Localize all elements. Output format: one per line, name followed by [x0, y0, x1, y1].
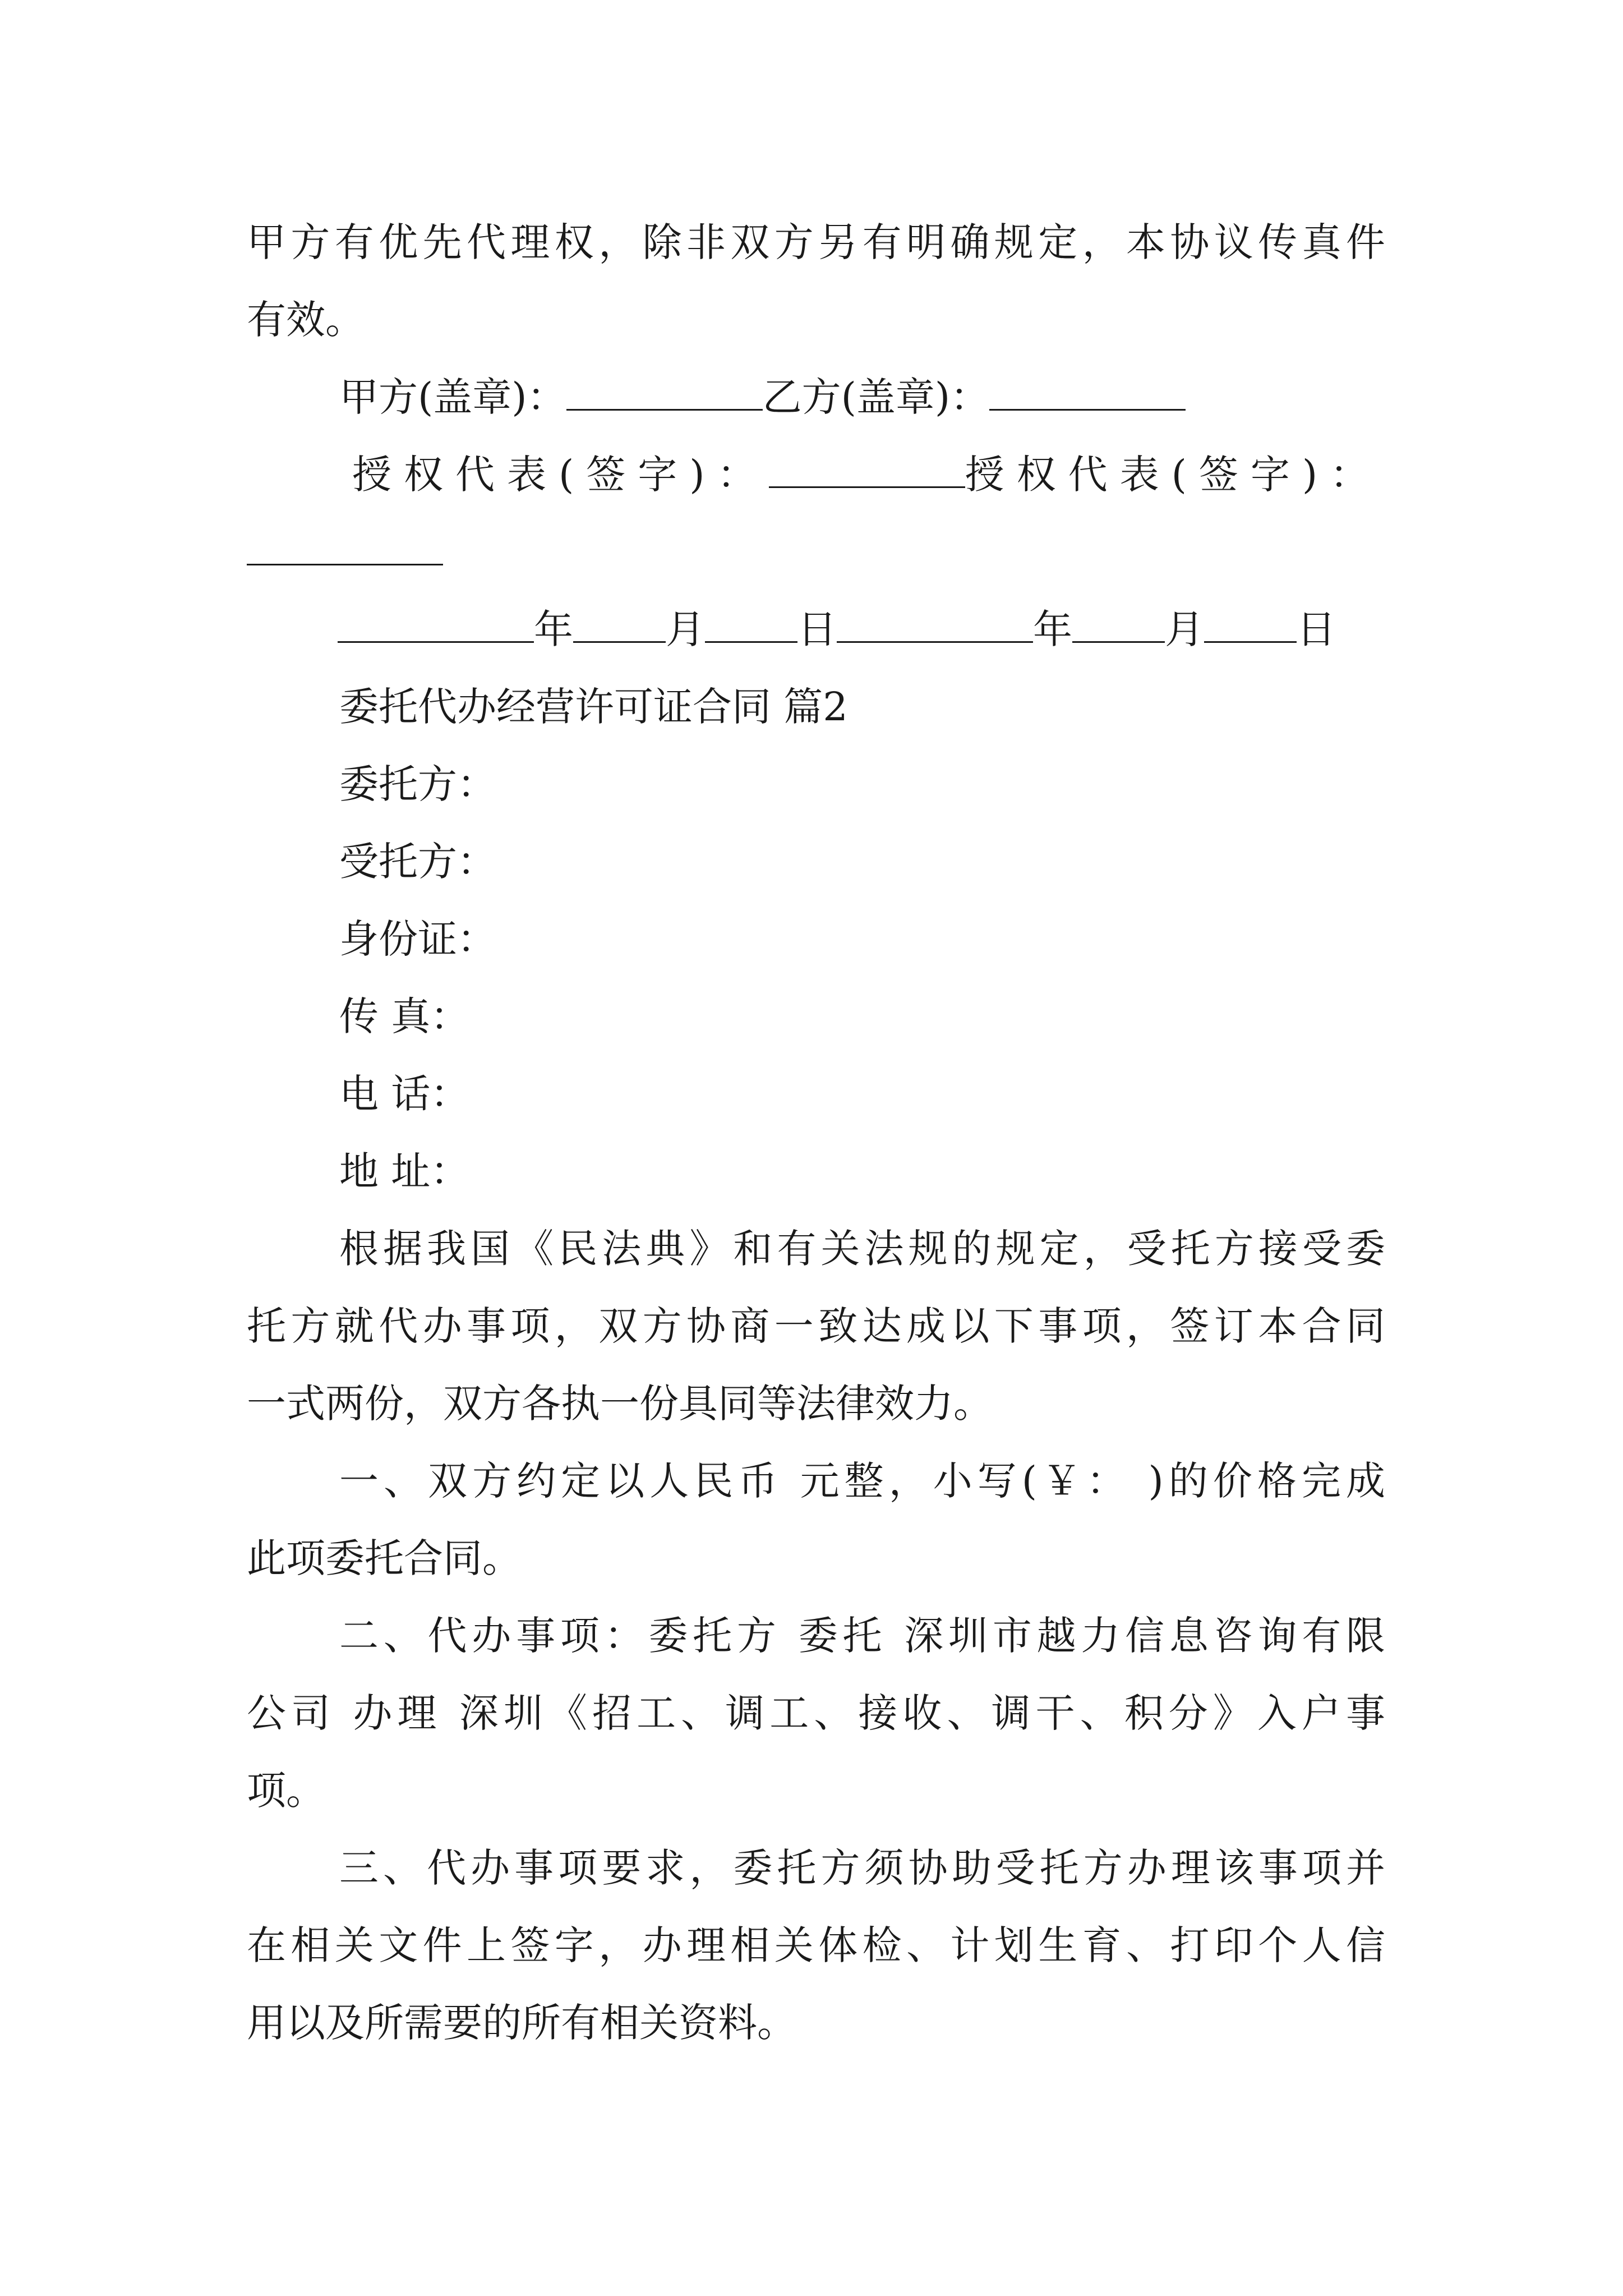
item2-line-1: 二、代办事项：委托方 委托 深圳市越力信息咨询有限	[339, 1613, 1385, 1659]
party-b-month-blank	[1072, 606, 1165, 643]
seal-line	[339, 370, 1186, 424]
intro-line-1: 根据我国《民法典》和有关法规的规定，受托方接受委	[339, 1226, 1385, 1272]
party-a-month-blank	[573, 606, 666, 643]
item1-line-2: 此项委托合同。	[247, 1535, 522, 1581]
party-b-representative-label: 授权代表(签字)：	[965, 452, 1382, 498]
id-card-field: 身份证：	[339, 916, 496, 962]
party-a-year-label: 年	[534, 606, 573, 652]
party-b-year-label: 年	[1033, 606, 1072, 652]
fax-field: 传 真：	[339, 993, 470, 1039]
party-b-seal-label: 乙方(盖章)：	[762, 374, 990, 420]
clause-end-line-2: 有效。	[247, 297, 365, 343]
item3-line-3: 用以及所需要的所有相关资料。	[247, 2000, 796, 2046]
party-a-day-label: 日	[797, 606, 837, 652]
party-b-day-label: 日	[1297, 606, 1336, 652]
phone-field: 电 话：	[339, 1071, 470, 1117]
intro-line-2: 托方就代办事项，双方协商一致达成以下事项，签订本合同	[247, 1303, 1385, 1349]
party-a-seal-label: 甲方(盖章)：	[339, 374, 566, 420]
party-a-day-blank	[705, 606, 797, 643]
address-field: 地 址：	[339, 1148, 470, 1194]
date-line	[338, 602, 1336, 656]
entrusted-party-field: 受托方：	[339, 839, 496, 885]
party-b-day-blank	[1204, 606, 1297, 643]
item2-line-2: 公司 办理 深圳《招工、调工、接收、调干、积分》入户事	[247, 1690, 1385, 1736]
representative-wrap-line	[247, 525, 443, 579]
entrusting-party-field: 委托方：	[339, 761, 496, 807]
item3-line-2: 在相关文件上签字，办理相关体检、计划生育、打印个人信	[247, 1922, 1385, 1968]
party-b-year-blank	[837, 606, 1033, 643]
representative-line	[352, 448, 1381, 501]
item3-line-1: 三、代办事项要求，委托方须协助受托方办理该事项并	[339, 1845, 1385, 1891]
party-a-representative-label: 授权代表(签字)：	[352, 452, 769, 498]
party-a-month-label: 月	[666, 606, 705, 652]
item1-line-1: 一、双方约定以人民币 元整，小写(￥： )的价格完成	[339, 1458, 1385, 1504]
party-b-seal-blank	[989, 374, 1186, 411]
party-a-representative-blank	[769, 452, 965, 488]
party-a-seal-blank	[566, 374, 763, 411]
clause-end-line-1: 甲方有优先代理权，除非双方另有明确规定，本协议传真件	[247, 219, 1385, 265]
intro-line-3: 一式两份，双方各执一份具同等法律效力。	[247, 1381, 993, 1427]
section-title: 委托代办经营许可证合同 篇2	[339, 684, 848, 730]
item2-line-3: 项。	[247, 1768, 325, 1814]
party-a-year-blank	[338, 606, 534, 643]
party-b-representative-blank	[247, 529, 443, 565]
party-b-month-label: 月	[1165, 606, 1204, 652]
